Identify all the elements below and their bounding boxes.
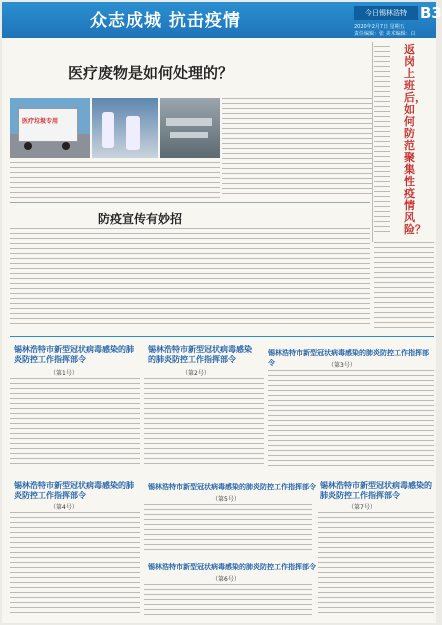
notice-6-no: （第6号） xyxy=(212,576,240,583)
notice-4-body xyxy=(10,512,140,616)
issue-date: 2020年2月7日 星期五 xyxy=(354,24,405,30)
notice-2-body xyxy=(144,378,264,468)
editor-credit: 责任编辑：张 美术编辑：白 xyxy=(354,31,416,37)
lead-headline: 医疗废物是如何处理的？ xyxy=(68,64,234,82)
notice-1-body xyxy=(10,378,140,468)
notice-5-no: （第5号） xyxy=(212,496,240,503)
notice-3-body xyxy=(268,370,434,470)
notice-7-body xyxy=(318,512,434,616)
page-slogan: 众志成城 抗击疫情 xyxy=(90,11,241,31)
notice-3-no: （第3号） xyxy=(328,362,356,369)
notice-3-title: 锡林浩特市新型冠状病毒感染的肺炎防控工作指挥部令 xyxy=(268,348,429,367)
photo-waste-handling xyxy=(92,98,158,158)
notice-5-title: 锡林浩特市新型冠状病毒感染的肺炎防控工作指挥部令 xyxy=(148,482,316,491)
notice-4-title: 锡林浩特市新型冠状病毒感染的肺炎防控工作指挥部令 xyxy=(14,480,134,500)
feature-headline: 防疫宣传有妙招 xyxy=(98,212,183,226)
notice-2-title: 锡林浩特市新型冠状病毒感染的肺炎防控工作指挥部令 xyxy=(148,344,252,364)
photo-incinerator xyxy=(160,98,220,158)
notice-2-no: （第2号） xyxy=(182,370,210,377)
sidebar-headline: 返岗上班后，如何防范聚集性疫情风险？ xyxy=(404,43,426,236)
lead-body-text-2 xyxy=(10,162,220,198)
photo-medical-waste-truck xyxy=(10,98,90,158)
notice-6-body xyxy=(144,584,312,616)
sidebar-body-text xyxy=(374,46,390,236)
notice-7-title: 锡林浩特市新型冠状病毒感染的肺炎防控工作指挥部令 xyxy=(320,480,432,500)
paper-brand: 今日锡林浩特 xyxy=(354,6,418,20)
truck-label: 医疗垃圾专用 xyxy=(22,118,59,125)
notice-1-title: 锡林浩特市新型冠状病毒感染的肺炎防控工作指挥部令 xyxy=(14,344,134,364)
notice-4-no: （第4号） xyxy=(50,504,78,511)
notice-5-body xyxy=(144,504,312,554)
newspaper-page xyxy=(2,2,442,623)
sidebar-body-text-2 xyxy=(374,242,434,332)
page-number: B3 xyxy=(420,4,442,22)
notice-1-no: （第1号） xyxy=(50,370,78,377)
notice-7-no: （第7号） xyxy=(348,504,376,511)
notice-6-title: 锡林浩特市新型冠状病毒感染的肺炎防控工作指挥部令 xyxy=(148,562,316,571)
masthead xyxy=(2,2,442,38)
feature-body-text xyxy=(10,228,370,328)
lead-body-text xyxy=(222,98,372,198)
